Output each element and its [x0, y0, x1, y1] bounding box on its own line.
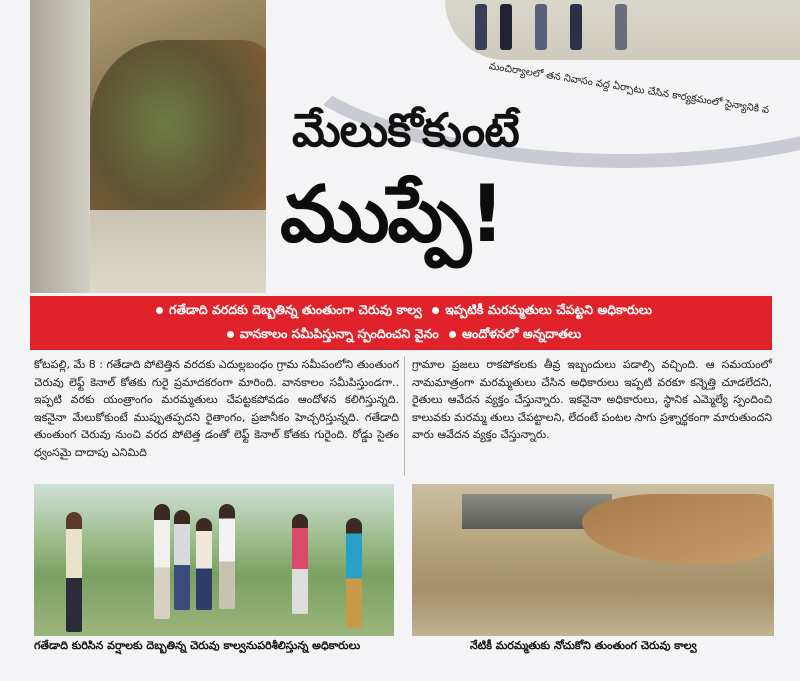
- subheadline-banner: [30, 296, 772, 350]
- bullet-icon: [156, 307, 163, 314]
- photo-ground: [90, 210, 266, 293]
- photo-person: [346, 518, 362, 628]
- article-column-right: గ్రామాల ప్రజలు రాకపోకలకు తీవ్ర ఇబ్బందులు పడాల్సి వచ్చింది. ఆ సమయంలో నామమాత్రంగా మరమ్మతులు చేసిన అధికారులు ఇప్పటి వరకూ కన్నెత్తి చూడలేదని, రైతులు ఆవేదన వ్యక్తం చేస్తున్నారు. ఇకనైనా అధికారులు, స్థానిక ఎమ్మెల్యే స్పందించి కాలువకు మరమ్మ తులు చేపట్టాలని, లేదంటే పంటల సాగు ప్రశ్నార్థకంగా మారుతుందని వారు ఆవేదన వ్యక్తం చేస్తున్నారు.: [412, 358, 772, 441]
- photo-concrete-wall: [30, 0, 90, 293]
- banner-point: వానకాలం సమీపిస్తున్నా స్పందించని వైనం: [239, 326, 439, 341]
- banner-point: గతేడాది వరదకు దెబ్బతిన్న తుంతుంగా చెరువు కాల్వ: [169, 302, 422, 317]
- banner-row-2: [30, 326, 772, 345]
- photo-figure: [535, 4, 547, 50]
- bottom-right-photo-caption: నేటికీ మరమ్మతుకు నోచుకోని తుంతుంగ చెరువు కాల్వ: [470, 639, 697, 652]
- top-photo-caption: మంచిర్యాలలో తన నివాసం వద్ద ఏర్పాటు చేసిన కార్యక్రమంలో సైన్యానికి వ: [488, 60, 770, 117]
- photo-officials-inspecting: [34, 484, 394, 636]
- photo-person: [219, 504, 235, 609]
- photo-eroded-bank: [582, 494, 772, 564]
- bullet-icon: [449, 331, 456, 338]
- bullet-icon: [432, 307, 439, 314]
- photo-person: [66, 512, 82, 632]
- banner-row-1: [30, 302, 772, 321]
- photo-figure: [615, 4, 627, 50]
- photo-figure: [500, 4, 512, 50]
- headline-line1: మేలుకోకుంటే: [292, 103, 519, 157]
- photo-person: [292, 514, 308, 614]
- photo-figure: [570, 4, 582, 50]
- banner-point: ఇప్పటికీ మరమ్మతులు చేపట్టని అధికారులు: [445, 302, 652, 317]
- photo-figure: [475, 4, 487, 50]
- banner-point: ఆందోళనలో అన్నదాతలు: [462, 326, 582, 341]
- article-column-left: కోటపల్లి, మే 8 : గతేడాది పోటెత్తిన వరదకు ఎదుల్లబంధం గ్రామ సమీపంలోని తుంతుంగ చెరువు లెఫ్ట్ కెనాల్ కోతకు గురై ప్రమాదకరంగా మారింది. వానకాలం సమీపిస్తుండగా.. ఇప్పటి వరకు యంత్రాంగం మరమ్మతులు చేపట్టకపోవడం ఆందోళన కలిగిస్తున్నది. ఇకనైనా మేలుకోకుంటే ముప్పుతప్పదని రైతాంగం, ప్రజానీకం హెచ్చరిస్తున్నది. గతేడాది తుంతుంగ చెరువు నుంచి వరద పోటెత్త డంతో లెఫ్ట్ కెనాల్ కోతకు గురైంది. రోడ్డు సైతం ధ్వంసమై దాదాపు ఎనిమిది: [34, 358, 399, 459]
- photo-unrepaired-canal: [412, 484, 774, 636]
- headline-line2: ముప్పే!: [280, 170, 503, 260]
- bullet-icon: [227, 331, 234, 338]
- photo-person: [154, 504, 170, 619]
- photo-event-top-right: [445, 0, 800, 60]
- photo-person: [174, 510, 190, 610]
- column-divider: [404, 356, 405, 476]
- photo-person: [196, 518, 212, 610]
- bottom-left-photo-caption: గతేడాది కురిసిన వర్షాలకు దెబ్బతిన్న చెరువు కాల్వనుపరిశీలిస్తున్న అధికారులు: [34, 639, 361, 652]
- photo-damaged-canal-top: [30, 0, 266, 293]
